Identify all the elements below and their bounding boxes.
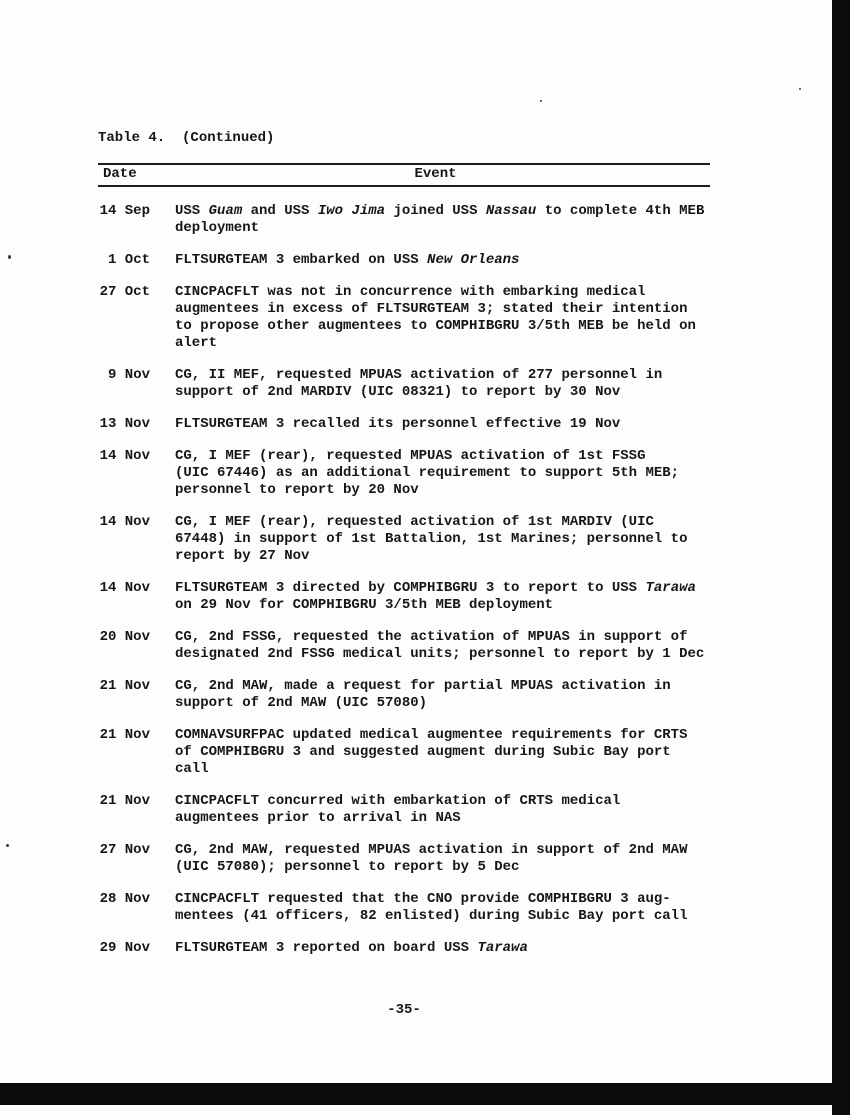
row-date: 27 Nov [99, 842, 150, 858]
row-date: 14 Sep [99, 203, 150, 219]
table-title: Table 4. (Continued) [98, 130, 275, 146]
ship-name: New Orleans [427, 252, 520, 268]
table-row [98, 416, 710, 433]
event-line: call [175, 761, 209, 777]
event-line: FLTSURGTEAM 3 recalled its personnel effective 19 Nov [175, 416, 621, 432]
event-line: FLTSURGTEAM 3 directed by COMPHIBGRU 3 to report to USS Tarawa [175, 580, 696, 596]
row-event [175, 252, 519, 269]
scan-edge-right [832, 0, 850, 1115]
table-row [98, 448, 710, 499]
event-line: (UIC 67446) as an additional requirement to support 5th MEB; [175, 465, 680, 481]
row-date: 21 Nov [99, 678, 150, 694]
table-row [98, 514, 710, 565]
event-line: designated 2nd FSSG medical units; personnel to report by 1 Dec [175, 646, 705, 662]
row-event [175, 727, 687, 778]
table-row [98, 891, 710, 925]
ship-name: Guam [208, 203, 243, 219]
event-line: support of 2nd MAW (UIC 57080) [175, 695, 428, 711]
row-event [175, 203, 704, 237]
table-rows [98, 203, 710, 957]
row-event [175, 448, 679, 499]
scan-speck [799, 88, 801, 90]
event-line: of COMPHIBGRU 3 and suggested augment during Subic Bay port [175, 744, 671, 760]
table-row [98, 678, 710, 712]
header-date-label: Date [103, 166, 137, 182]
header-event-label: Event [414, 166, 457, 182]
row-event [175, 416, 620, 433]
row-date: 13 Nov [99, 416, 150, 432]
row-date: 20 Nov [99, 629, 150, 645]
page-number: -35- [387, 1002, 421, 1018]
event-line: mentees (41 officers, 82 enlisted) during Subic Bay port call [175, 908, 688, 924]
event-line: FLTSURGTEAM 3 embarked on USS New Orleans [175, 252, 520, 268]
row-event [175, 367, 662, 401]
row-date: 14 Nov [99, 514, 150, 530]
table-row [98, 284, 710, 352]
event-line: CINCPACFLT was not in concurrence with embarking medical [175, 284, 646, 300]
event-line: FLTSURGTEAM 3 reported on board USS Tarawa [175, 940, 528, 956]
row-event [175, 842, 687, 876]
event-line: CG, 2nd MAW, requested MPUAS activation in support of 2nd MAW [175, 842, 688, 858]
event-line: CG, II MEF, requested MPUAS activation of 277 personnel in [175, 367, 663, 383]
scan-speck [540, 100, 542, 102]
row-event [175, 940, 528, 957]
ship-name: Tarawa [477, 940, 528, 956]
table-header [98, 163, 710, 187]
table-row [98, 793, 710, 827]
table-row [98, 629, 710, 663]
event-line: support of 2nd MARDIV (UIC 08321) to report by 30 Nov [175, 384, 621, 400]
table-row [98, 842, 710, 876]
scan-speck [8, 255, 11, 259]
row-event [175, 514, 687, 565]
event-line: CINCPACFLT requested that the CNO provide COMPHIBGRU 3 aug- [175, 891, 671, 907]
event-line: CINCPACFLT concurred with embarkation of CRTS medical [175, 793, 621, 809]
event-line: to propose other augmentees to COMPHIBGRU 3/5th MEB be held on [175, 318, 696, 334]
row-date: 9 Nov [107, 367, 150, 383]
ship-name: Nassau [485, 203, 537, 219]
event-line: augmentees prior to arrival in NAS [175, 810, 461, 826]
table-row [98, 252, 710, 269]
row-date: 14 Nov [99, 448, 150, 464]
event-line: report by 27 Nov [175, 548, 310, 564]
table-row [98, 727, 710, 778]
event-line: 67448) in support of 1st Battalion, 1st Marines; personnel to [175, 531, 688, 547]
event-line: (UIC 57080); personnel to report by 5 Dec [175, 859, 520, 875]
row-date: 27 Oct [99, 284, 150, 300]
scan-speck [6, 844, 9, 847]
row-date: 21 Nov [99, 727, 150, 743]
row-date: 29 Nov [99, 940, 150, 956]
table-continued-section [98, 130, 710, 972]
row-date: 1 Oct [107, 252, 150, 268]
event-line: COMNAVSURFPAC updated medical augmentee requirements for CRTS [175, 727, 688, 743]
event-line: CG, 2nd MAW, made a request for partial MPUAS activation in [175, 678, 671, 694]
table-row [98, 580, 710, 614]
event-line: alert [175, 335, 218, 351]
row-event [175, 678, 671, 712]
row-date: 28 Nov [99, 891, 150, 907]
row-date: 14 Nov [99, 580, 150, 596]
ship-name: Tarawa [645, 580, 696, 596]
event-line: augmentees in excess of FLTSURGTEAM 3; stated their intention [175, 301, 688, 317]
row-event [175, 629, 704, 663]
ship-name: Iwo Jima [317, 203, 386, 219]
event-line: CG, I MEF (rear), requested MPUAS activation of 1st FSSG [175, 448, 646, 464]
event-line: USS Guam and USS Iwo Jima joined USS Nassau to complete 4th MEB [175, 203, 705, 219]
event-line: CG, I MEF (rear), requested activation of 1st MARDIV (UIC [175, 514, 654, 530]
row-event [175, 891, 687, 925]
table-row [98, 367, 710, 401]
table-row [98, 203, 710, 237]
event-line: CG, 2nd FSSG, requested the activation of MPUAS in support of [175, 629, 688, 645]
scan-edge-bottom [0, 1083, 850, 1105]
row-event [175, 580, 696, 614]
row-date: 21 Nov [99, 793, 150, 809]
row-event [175, 793, 620, 827]
event-line: on 29 Nov for COMPHIBGRU 3/5th MEB deployment [175, 597, 554, 613]
event-line: personnel to report by 20 Nov [175, 482, 419, 498]
event-line: deployment [175, 220, 260, 236]
row-event [175, 284, 696, 352]
table-row [98, 940, 710, 957]
